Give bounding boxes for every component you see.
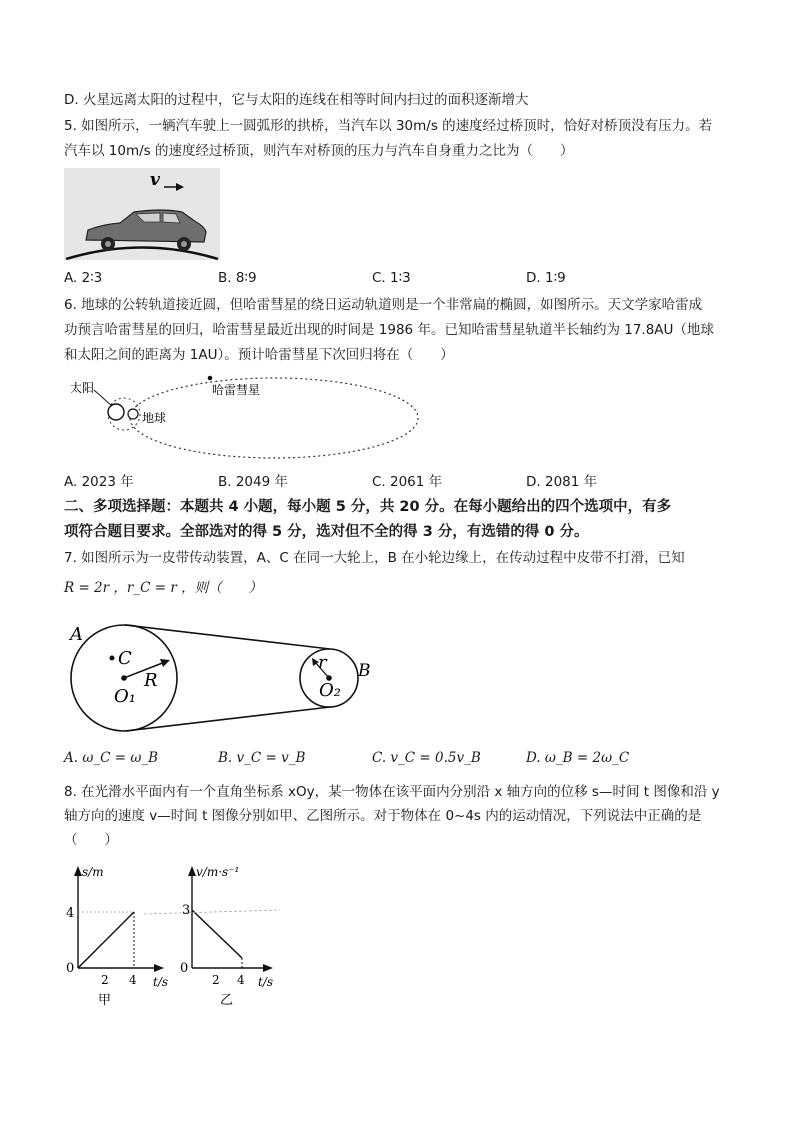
section2-heading-line1: 二、多项选择题：本题共 4 小题，每小题 5 分，共 20 分。在每小题给出的四个选项中，有多 <box>64 499 672 515</box>
q5-stem-line1: 5. 如图所示，一辆汽车驶上一圆弧形的拱桥，当汽车以 30m/s 的速度经过桥顶时，恰好对桥顶没有压力。若 <box>64 118 713 134</box>
q5-option-d: D. 1∶9 <box>526 270 566 286</box>
graph1-ytick: 4 <box>66 906 75 921</box>
earth-icon <box>128 409 138 419</box>
graph2-xtick-4: 4 <box>237 973 245 987</box>
point-c <box>110 656 115 661</box>
label-c: C <box>118 648 132 669</box>
sun-icon <box>108 404 124 420</box>
q8-stem-line2: 轴方向的速度 v—时间 t 图像分别如甲、乙图所示。对于物体在 0~4s 内的运动情况，下列说法中正确的是 <box>64 808 702 824</box>
section2-heading-line2: 项符合题目要求。全部选对的得 5 分，选对但不全的得 3 分，有选错的得 0 分。 <box>64 524 589 540</box>
q7-option-b: B. v_C = v_B <box>218 750 306 766</box>
q7-stem-line2: R = 2r ，r_C = r ，则（ ） <box>64 580 263 596</box>
q6-option-a: A. 2023 年 <box>64 474 134 490</box>
q6-option-b: B. 2049 年 <box>218 474 288 490</box>
graph2-caption: 乙 <box>220 993 234 1008</box>
label-small-r: r <box>318 652 327 673</box>
q6-orbit-figure <box>64 370 424 462</box>
label-b: B <box>358 661 371 681</box>
graph1-ylabel: s/m <box>82 865 104 879</box>
belt-top <box>125 625 330 649</box>
label-o1: O₁ <box>114 686 136 707</box>
q8-stem-line1: 8. 在光滑水平面内有一个直角坐标系 xOy，某一物体在该平面内分别沿 x 轴方向的位移 s—时间 t 图像和沿 y <box>64 784 720 800</box>
q4-option-d: D. 火星远离太阳的过程中，它与太阳的连线在相等时间内扫过的面积逐渐增大 <box>64 92 529 108</box>
graph2-xlabel: t/s <box>258 975 274 989</box>
belt-bottom <box>125 707 330 731</box>
label-o2: O₂ <box>319 680 341 701</box>
graph1-xlabel: t/s <box>153 975 169 989</box>
q8-graphs-figure <box>62 862 292 1012</box>
sun-label: 太阳 <box>70 381 95 395</box>
q7-stem-line1: 7. 如图所示为一皮带传动装置，A、C 在同一大轮上，B 在小轮边缘上，在传动过程中皮带不打滑，已知 <box>64 550 685 566</box>
graph1-origin: 0 <box>66 961 75 976</box>
q6-option-d: D. 2081 年 <box>526 474 598 490</box>
earth-label: 地球 <box>142 411 167 425</box>
graph2-origin: 0 <box>180 961 189 976</box>
comet-label: 哈雷彗星 <box>212 383 261 397</box>
graph2-xtick-2: 2 <box>212 973 220 987</box>
graph2-ytick: 3 <box>182 903 191 918</box>
label-big-r: R <box>144 670 158 691</box>
graph1-xtick-4: 4 <box>129 973 137 987</box>
comet-icon <box>208 376 213 381</box>
label-a: A <box>70 624 83 645</box>
q5-option-b: B. 8∶9 <box>218 270 257 286</box>
velocity-label: v <box>150 170 160 190</box>
q7-belt-figure <box>64 620 384 740</box>
q6-stem-line2: 功预言哈雷彗星的回归，哈雷彗星最近出现的时间是 1986 年。已知哈雷彗星轨道半长轴约为 17.8AU（地球 <box>64 322 714 338</box>
q7-option-c: C. v_C = 0.5v_B <box>372 750 481 766</box>
q7-option-a: A. ω_C = ω_B <box>64 750 158 766</box>
q6-option-c: C. 2061 年 <box>372 474 443 490</box>
q7-option-d: D. ω_B = 2ω_C <box>526 750 630 766</box>
comet-orbit <box>130 378 418 458</box>
graph2-line <box>192 910 242 958</box>
q5-option-a: A. 2∶3 <box>64 270 103 286</box>
graph1-line <box>78 912 134 968</box>
graph1-xtick-2: 2 <box>101 973 109 987</box>
q6-stem-line3: 和太阳之间的距离为 1AU）。预计哈雷彗星下次回归将在（ ） <box>64 347 454 363</box>
q8-stem-line3: （ ） <box>64 832 118 848</box>
q5-option-c: C. 1∶3 <box>372 270 411 286</box>
graph2-ylabel: v/m·s⁻¹ <box>196 865 240 879</box>
q5-stem-line2: 汽车以 10m/s 的速度经过桥顶，则汽车对桥顶的压力与汽车自身重力之比为（ ） <box>64 143 574 159</box>
graph1-caption: 甲 <box>98 993 112 1008</box>
q6-stem-line1: 6. 地球的公转轨道接近圆，但哈雷彗星的绕日运动轨道则是一个非常扁的椭圆，如图所示。天文学家哈雷成 <box>64 297 703 313</box>
q5-car-bridge-figure <box>64 168 220 260</box>
